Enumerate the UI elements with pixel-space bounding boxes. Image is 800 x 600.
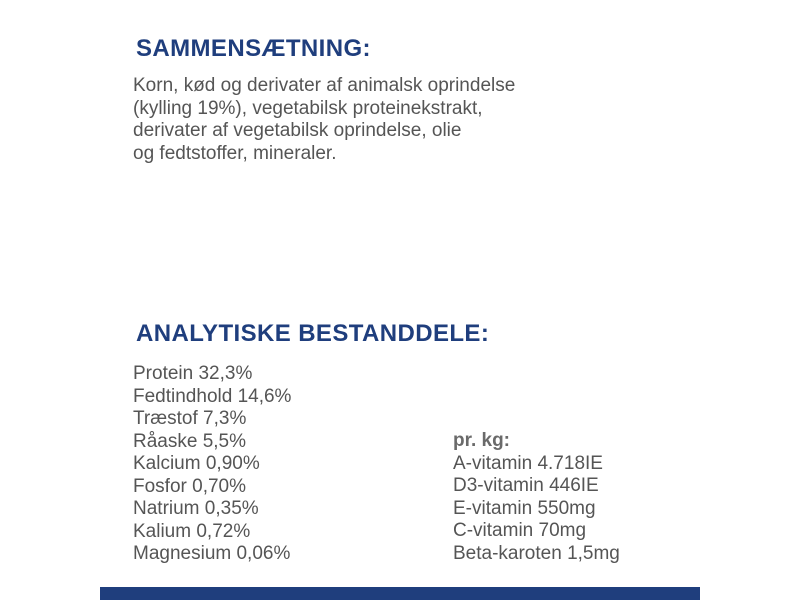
vitamins-list (453, 430, 620, 565)
nutrient-item: Kalcium 0,90% (133, 453, 260, 474)
vitamin-item: Beta-karoten 1,5mg (453, 542, 620, 564)
vitamin-item: A-vitamin 4.718IE (453, 452, 603, 474)
nutrient-item: Natrium 0,35% (133, 498, 259, 519)
nutrient-item: Råaske 5,5% (133, 430, 247, 452)
nutrient-item: Kalium 0,72% (133, 520, 251, 542)
footer-bar (100, 587, 700, 600)
nutrient-item: Magnesium 0,06% (133, 543, 291, 564)
composition-line: derivater af vegetabilsk oprindelse, olie (133, 120, 462, 141)
composition-text (133, 75, 653, 165)
per-kg-label: pr. kg: (453, 430, 511, 451)
nutrient-item: Træstof 7,3% (133, 408, 247, 429)
vitamin-item: D3-vitamin 446IE (453, 475, 599, 496)
nutrient-item: Fosfor 0,70% (133, 475, 246, 497)
composition-line: og fedtstoffer, mineraler. (133, 142, 337, 164)
composition-line: Korn, kød og derivater af animalsk oprindelse (133, 75, 516, 96)
nutrient-item: Protein 32,3% (133, 363, 253, 384)
analytical-heading: ANALYTISKE BESTANDDELE: (136, 320, 490, 347)
analytical-values-list (133, 363, 291, 566)
nutrient-item: Fedtindhold 14,6% (133, 385, 292, 407)
composition-line: (kylling 19%), vegetabilsk proteinekstrakt, (133, 97, 483, 119)
composition-heading: SAMMENSÆTNING: (136, 35, 371, 62)
vitamin-item: E-vitamin 550mg (453, 497, 596, 519)
vitamin-item: C-vitamin 70mg (453, 520, 587, 541)
